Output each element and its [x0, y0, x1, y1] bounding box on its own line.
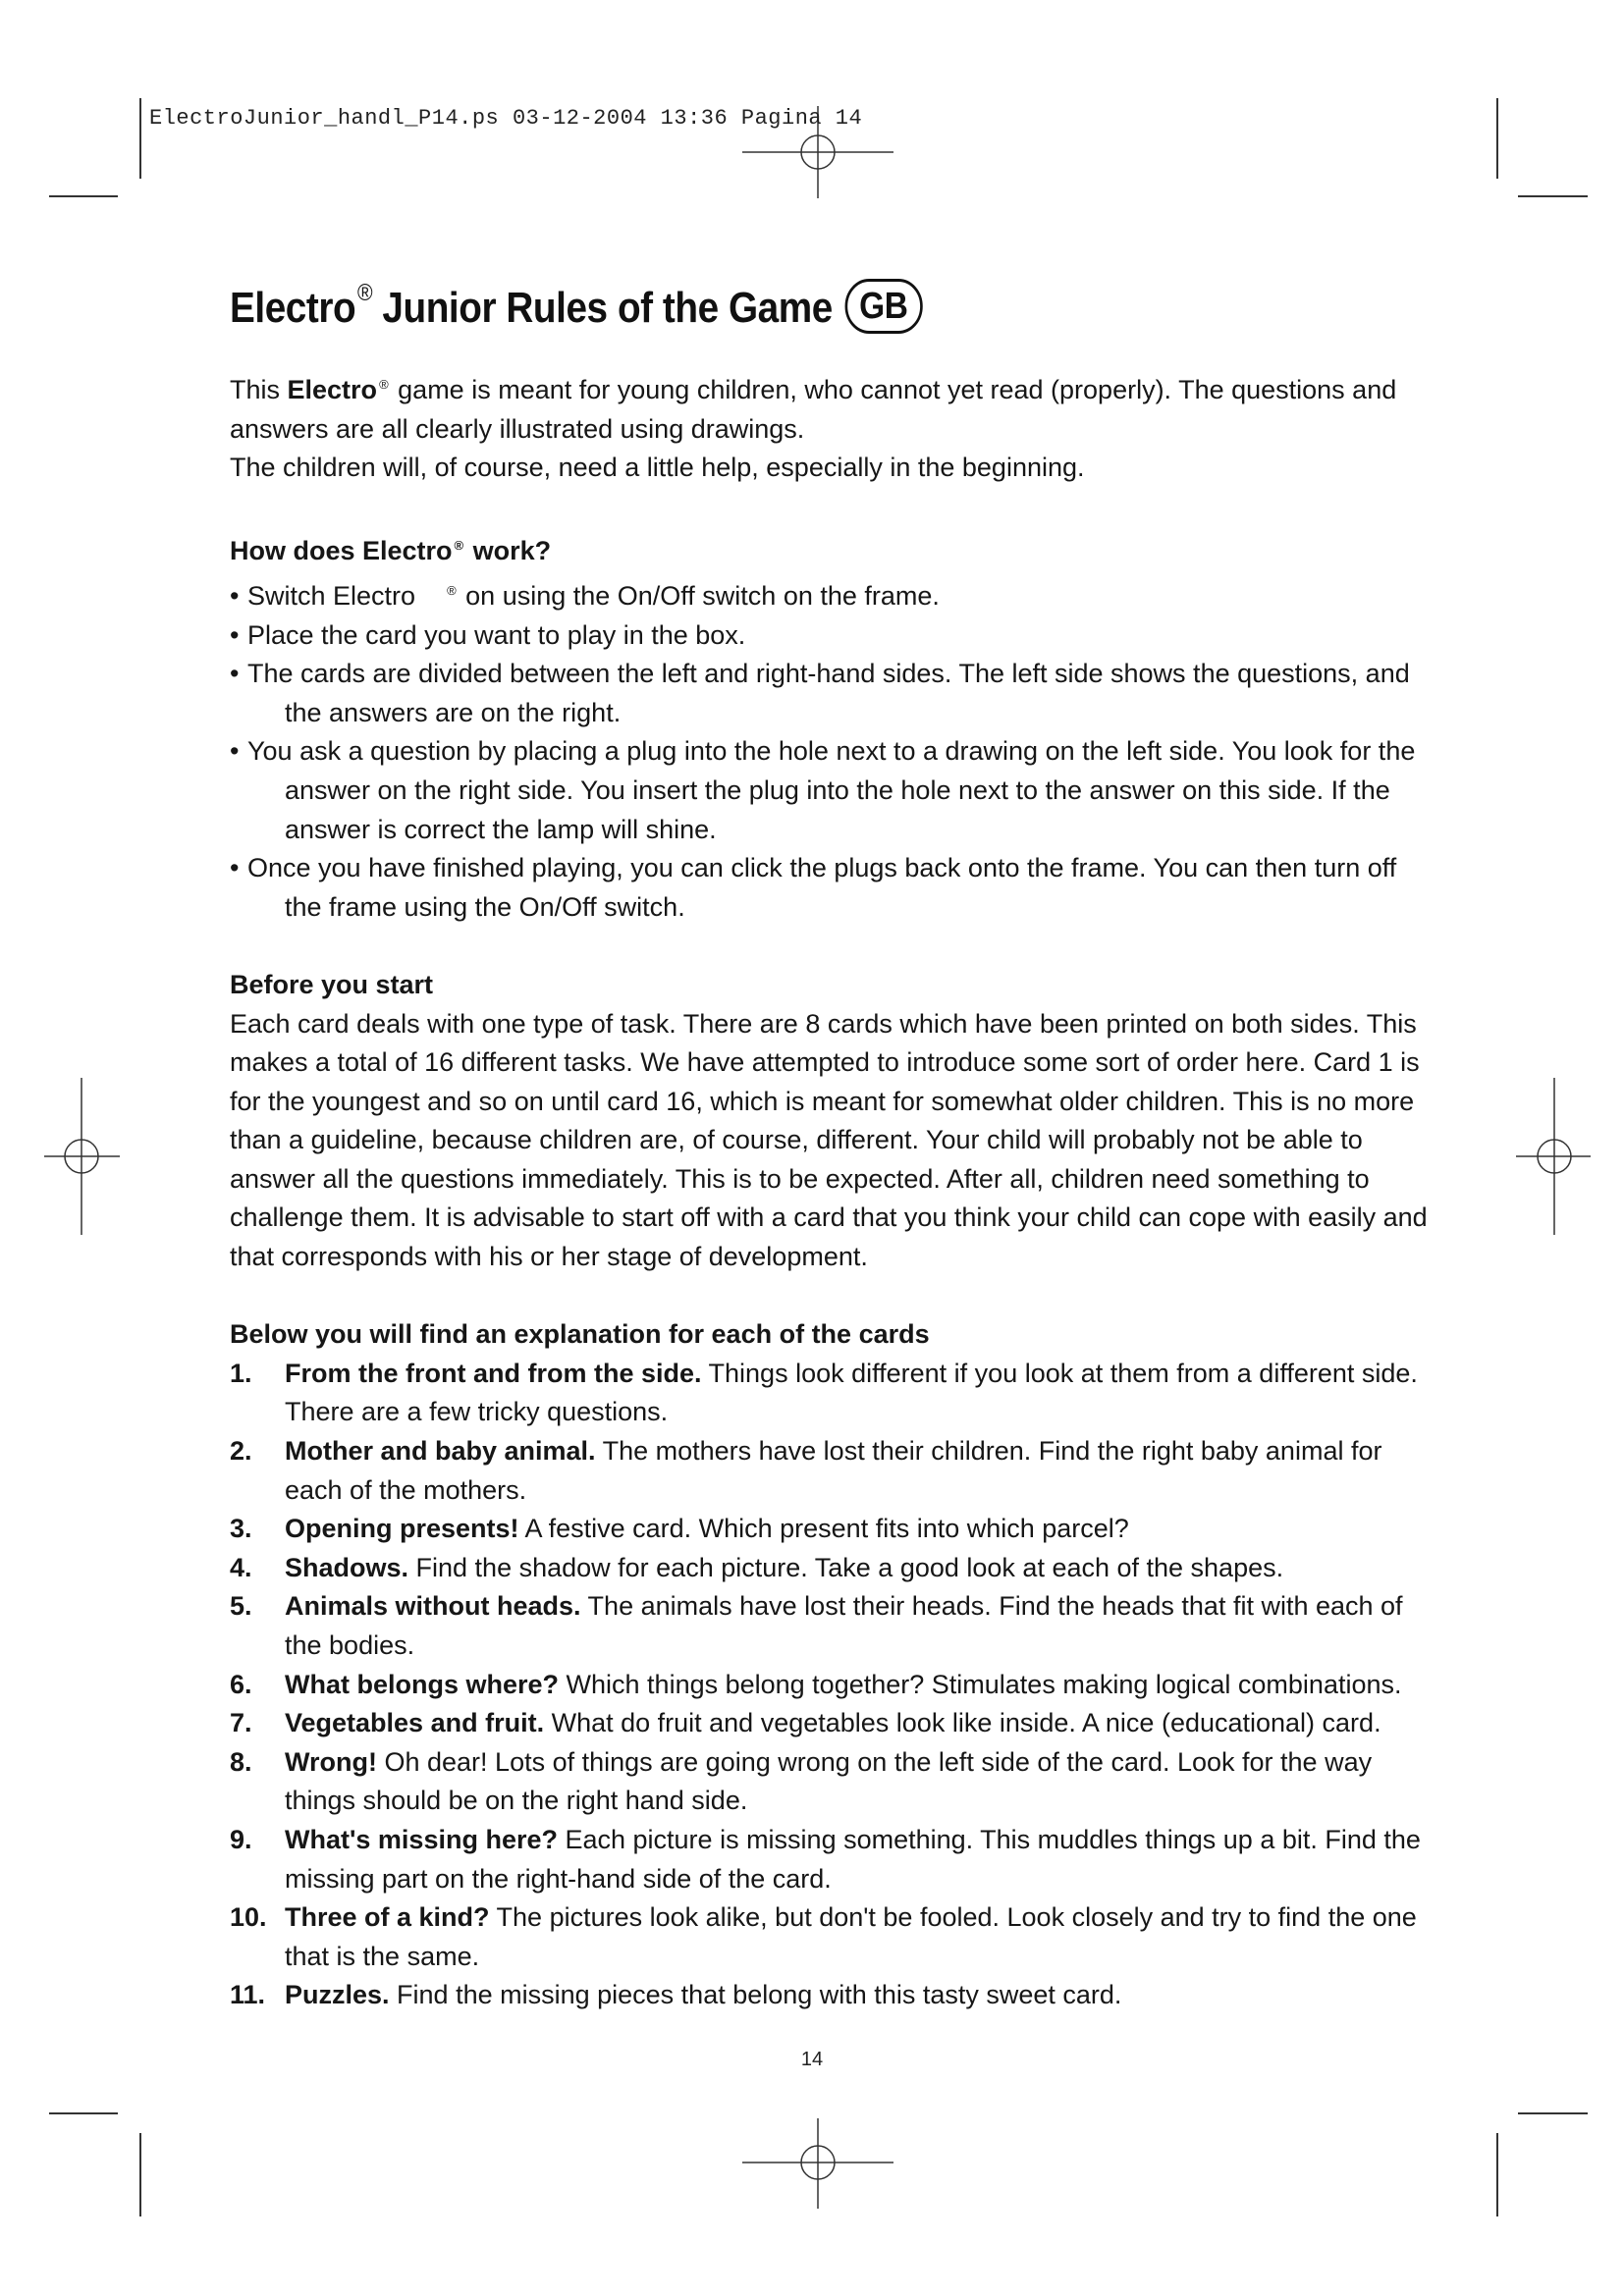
page-number: 14	[800, 2049, 824, 2070]
card-list-item	[230, 1587, 1428, 1665]
intro-help-line: The children will, of course, need a little help, especially in the beginning.	[230, 453, 1085, 483]
card-number: 1.	[230, 1358, 252, 1388]
card-description: The mothers have lost their children. Find the right baby animal for each of the mothers.	[285, 1436, 1382, 1505]
card-number: 5.	[230, 1591, 252, 1622]
title-registered-mark: ®	[356, 280, 373, 306]
card-number: 3.	[230, 1514, 252, 1544]
card-title: What belongs where?	[285, 1669, 560, 1699]
how-bullet-5: • Once you have finished playing, you can click the plugs back onto the frame. You can then turn off the frame using the On/Off switch.	[230, 853, 1397, 922]
card-title: Wrong!	[285, 1746, 377, 1777]
card-description: Oh dear! Lots of things are going wrong on the left side of the card. Look for the way things should be on the right hand side.	[285, 1746, 1373, 1816]
card-title: Mother and baby animal.	[285, 1436, 596, 1467]
card-number: 11.	[230, 1980, 266, 2010]
card-number: 9.	[230, 1824, 252, 1854]
card-title: What's missing here?	[285, 1824, 558, 1854]
card-description: Find the shadow for each picture. Take a good look at each of the shapes.	[408, 1552, 1284, 1582]
card-title: From the front and from the side.	[285, 1358, 702, 1388]
page-title	[230, 279, 922, 334]
card-list-item	[230, 1510, 1428, 1549]
rules-content	[230, 365, 1428, 2015]
card-list-item	[230, 1355, 1428, 1432]
card-list-item	[230, 1743, 1428, 1821]
language-badge: GB	[844, 279, 922, 334]
how-heading: How does Electro ® work?	[230, 536, 552, 566]
card-number: 6.	[230, 1669, 252, 1699]
cards-list	[230, 1355, 1428, 2015]
before-body: Each card deals with one type of task. There are 8 cards which have been printed on both sides. This makes a total of 16 different tasks. We have attempted to introduce some sort of order here. Card 1 is for the youngest and so on until card 16, which is meant for somewhat older children. This is no more than a guideline, because children are, of course, different. Your child will probably not be able to answer all the questions immediately. This is to be expected. After all, children need something to challenge them. It is advisable to start off with a card that you think your child can cope with easily and that corresponds with his or her stage of development.	[230, 1008, 1428, 1272]
card-title: Vegetables and fruit.	[285, 1708, 545, 1738]
card-number: 8.	[230, 1746, 252, 1777]
card-list-item	[230, 1432, 1428, 1510]
cards-heading: Below you will find an explanation for each of the cards	[230, 1319, 930, 1350]
registration-target-right	[1516, 1078, 1591, 1235]
registration-target-left	[44, 1078, 120, 1235]
how-bullet-2: • Place the card you want to play in the box.	[230, 619, 746, 650]
card-number: 7.	[230, 1708, 252, 1738]
card-description: Which things belong together? Stimulates making logical combinations.	[559, 1669, 1402, 1699]
intro-brand: Electro	[287, 375, 378, 404]
card-description: Find the missing pieces that belong with this tasty sweet card.	[389, 1980, 1122, 2010]
card-title: Animals without heads.	[285, 1591, 581, 1622]
title-rest: Junior Rules of the Game	[372, 284, 833, 332]
card-list-item	[230, 1976, 1428, 2015]
card-title: Three of a kind?	[285, 1902, 490, 1933]
card-description: Each picture is missing something. This muddles things up a bit. Find the missing part on the right-hand side of the card.	[285, 1824, 1421, 1894]
card-title: Opening presents!	[285, 1514, 519, 1544]
before-heading: Before you start	[230, 969, 434, 999]
how-bullet-4: • You ask a question by placing a plug into the hole next to a drawing on the left side. You look for the answer on the right side. You insert the plug into the hole next to the answer on this side. If the answer is correct the lamp will shine.	[230, 736, 1416, 844]
print-slug-line: ElectroJunior_handl_P14.ps 03-12-2004 13:36 Pagina 14	[149, 106, 863, 131]
how-bullet-3: • The cards are divided between the left and right-hand sides. The left side shows the questions, and the answers are on the right.	[230, 659, 1410, 727]
registration-target-bottom	[742, 2118, 893, 2209]
card-title: Puzzles.	[285, 1980, 390, 2010]
card-number: 4.	[230, 1552, 252, 1582]
title-brand: Electro	[230, 284, 356, 332]
card-number: 2.	[230, 1436, 252, 1467]
card-list-item	[230, 1898, 1428, 1976]
card-list-item	[230, 1704, 1428, 1743]
card-number: 10.	[230, 1902, 267, 1933]
card-description: The animals have lost their heads. Find the heads that fit with each of the bodies.	[285, 1591, 1403, 1660]
card-description: The pictures look alike, but don't be fooled. Look closely and try to find the one that is the same.	[285, 1902, 1417, 1971]
card-description: What do fruit and vegetables look like inside. A nice (educational) card.	[544, 1708, 1381, 1738]
intro-paragraph: This Electro ® game is meant for young children, who cannot yet read (properly). The questions and answers are all clearly illustrated using drawings.	[230, 375, 1397, 444]
card-list-item	[230, 1821, 1428, 1898]
card-list-item	[230, 1666, 1428, 1705]
card-list-item	[230, 1549, 1428, 1588]
card-description: A festive card. Which present fits into which parcel?	[518, 1514, 1129, 1544]
card-title: Shadows.	[285, 1552, 409, 1582]
how-bullet-1: • Switch Electro ® on using the On/Off switch on the frame.	[230, 580, 940, 611]
card-description: Things look different if you look at them from a different side. There are a few tricky questions.	[285, 1358, 1418, 1427]
